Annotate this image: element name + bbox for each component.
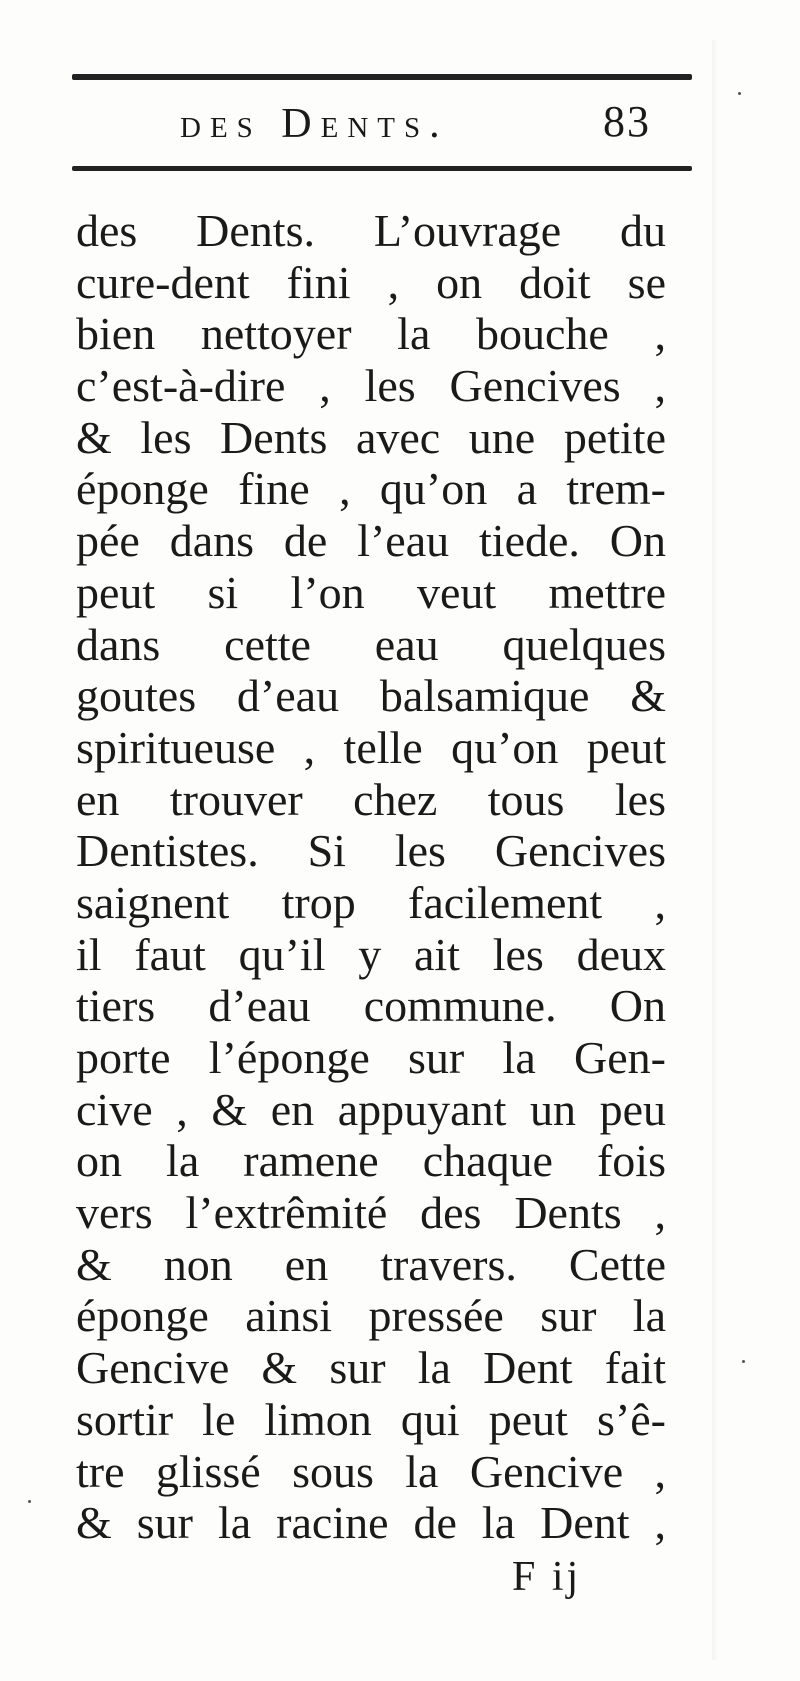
body-text [76,205,666,1549]
text-line: en trouver chez tous les [76,773,666,825]
paper-speck [28,1500,31,1503]
page-number: 83 [603,97,651,146]
text-line: spiritueuse , telle qu’on peut [76,721,666,773]
signature-mark: F ij [512,1554,582,1600]
text-line: éponge ainsi pressée sur la [76,1290,666,1342]
text-line: c’est-à-dire , les Gencives , [76,360,666,412]
text-line: il faut qu’il y ait les deux [76,928,666,980]
text-line: tiers d’eau commune. On [76,980,666,1032]
text-line: peut si l’on veut mettre [76,566,666,618]
text-line: éponge fine , qu’on a trem- [76,463,666,515]
text-line: cive , & en appuyant un peu [76,1083,666,1135]
page-gutter-shadow [712,40,718,1660]
text-line: goutes d’eau balsamique & [76,670,666,722]
text-line: tre glissé sous la Gencive , [76,1445,666,1497]
text-line: saignent trop facilement , [76,876,666,928]
text-line: sortir le limon qui peut s’ê- [76,1393,666,1445]
header-bottom-rule [72,166,692,171]
text-line: & les Dents avec une petite [76,411,666,463]
text-line: & sur la racine de la Dent , [76,1497,666,1549]
text-line: dans cette eau quelques [76,618,666,670]
text-line: bien nettoyer la bouche , [76,308,666,360]
text-line: vers l’extrêmité des Dents , [76,1187,666,1239]
text-line: porte l’éponge sur la Gen- [76,1032,666,1083]
text-line: cure-dent fini , on doit se [76,256,666,308]
paper-speck [738,92,741,95]
text-line: des Dents. L’ouvrage du [76,205,666,256]
text-line: Gencive & sur la Dent fait [76,1342,666,1394]
header-top-rule [72,74,692,80]
text-line: & non en travers. Cette [76,1238,666,1290]
text-line: on la ramene chaque fois [76,1135,666,1187]
running-head: des Dents. [180,101,449,147]
paper-speck [742,1360,745,1363]
text-line: Dentistes. Si les Gencives [76,825,666,877]
text-line: pée dans de l’eau tiede. On [76,515,666,567]
